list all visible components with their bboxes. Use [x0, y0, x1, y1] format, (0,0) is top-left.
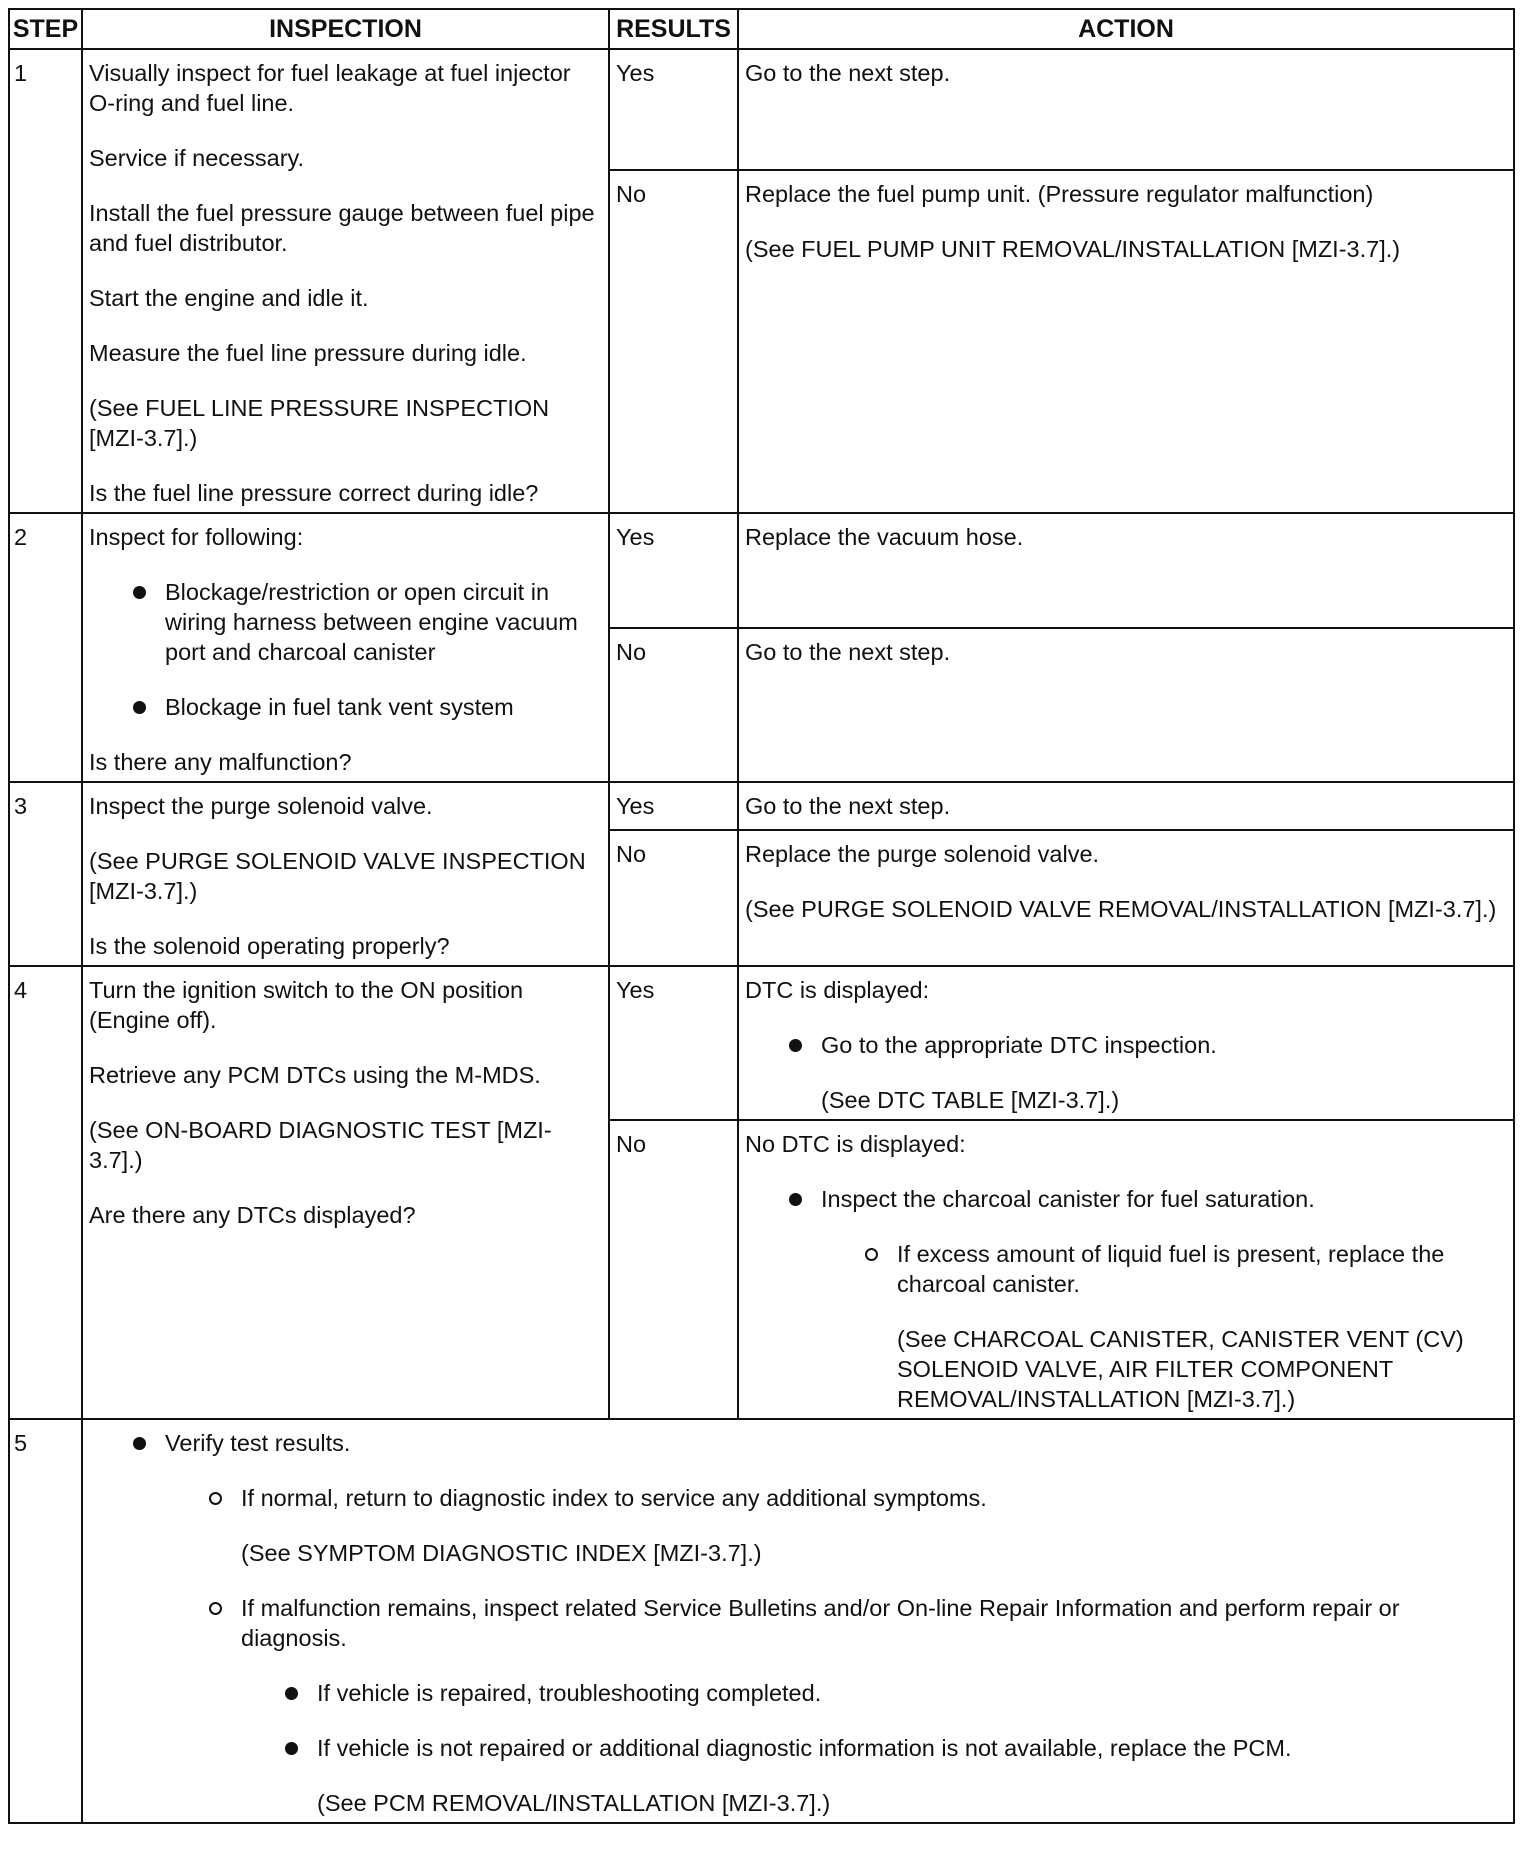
step-1-inspection: [82, 49, 609, 513]
step-4-no-sublist: [821, 1239, 1507, 1414]
step-3-number: 3: [9, 782, 82, 966]
step-1-question: Is the fuel line pressure correct during idle?: [89, 480, 539, 506]
step-2-result-yes: Yes: [609, 513, 738, 628]
step-2-bullet-1: Blockage/restriction or open circuit in wiring harness between engine vacuum port and charcoal canister: [165, 579, 578, 665]
step-3-row-yes: [9, 782, 1514, 830]
step-1-text-6: (See FUEL LINE PRESSURE INSPECTION [MZI-3.7].): [89, 395, 550, 451]
list-item: [821, 1239, 1507, 1414]
step-1-text-3: Install the fuel pressure gauge between fuel pipe and fuel distributor.: [89, 200, 595, 256]
list-item: [89, 1428, 1507, 1818]
step-4-yes-lead: DTC is displayed:: [745, 977, 930, 1003]
step-5-normal-ref: (See SYMPTOM DIAGNOSTIC INDEX [MZI-3.7].): [241, 1540, 762, 1566]
step-4-inspection: [82, 966, 609, 1419]
step-3-action-yes: Go to the next step.: [738, 782, 1514, 830]
step-5-not-repaired: If vehicle is not repaired or additional diagnostic information is not available, replace the PCM.: [317, 1735, 1292, 1761]
step-4-action-no: [738, 1120, 1514, 1419]
list-item: [165, 1483, 1507, 1568]
step-2-action-no: Go to the next step.: [738, 628, 1514, 782]
step-3-action-no-text: Replace the purge solenoid valve.: [745, 841, 1100, 867]
step-4-result-no: No: [609, 1120, 738, 1419]
step-2-action-yes: Replace the vacuum hose.: [738, 513, 1514, 628]
step-3-result-no: No: [609, 830, 738, 966]
step-5-repaired: If vehicle is repaired, troubleshooting completed.: [317, 1680, 822, 1706]
list-item: [241, 1678, 1507, 1708]
step-4-row-yes: [9, 966, 1514, 1120]
step-1-action-no: [738, 170, 1514, 513]
step-5-remains: If malfunction remains, inspect related Service Bulletins and/or On-line Repair Information and perform repair or diagnosis.: [241, 1595, 1400, 1651]
step-5-list: [89, 1428, 1507, 1818]
bullet-icon: [133, 701, 146, 714]
list-item: [89, 577, 602, 667]
step-4-yes-list: [745, 1030, 1507, 1115]
header-inspection: INSPECTION: [82, 9, 609, 49]
step-4-number: 4: [9, 966, 82, 1419]
step-4-question: Are there any DTCs displayed?: [89, 1202, 416, 1228]
step-2-question: Is there any malfunction?: [89, 749, 352, 775]
step-3-action-no: [738, 830, 1514, 966]
step-4-no-ref: (See CHARCOAL CANISTER, CANISTER VENT (CV) SOLENOID VALVE, AIR FILTER COMPONENT REMOVAL/INSTALLATION [MZI-3.7].): [897, 1326, 1464, 1412]
step-1-text-2: Service if necessary.: [89, 145, 305, 171]
step-5-sublist: [165, 1483, 1507, 1818]
step-2-result-no: No: [609, 628, 738, 782]
bullet-icon: [789, 1193, 802, 1206]
bullet-icon: [133, 1437, 146, 1450]
bullet-icon: [789, 1039, 802, 1052]
header-row: [9, 9, 1514, 49]
step-1-result-no: No: [609, 170, 738, 513]
header-step: STEP: [9, 9, 82, 49]
bullet-icon: [285, 1742, 298, 1755]
step-2-row-yes: [9, 513, 1514, 628]
header-results: RESULTS: [609, 9, 738, 49]
step-5-normal: If normal, return to diagnostic index to service any additional symptoms.: [241, 1485, 987, 1511]
list-item: [745, 1030, 1507, 1115]
step-4-text-3: (See ON-BOARD DIAGNOSTIC TEST [MZI-3.7].): [89, 1117, 552, 1173]
list-item: [241, 1733, 1507, 1818]
step-1-action-no-ref: (See FUEL PUMP UNIT REMOVAL/INSTALLATION [MZI-3.7].): [745, 236, 1401, 262]
step-3-question: Is the solenoid operating properly?: [89, 933, 450, 959]
step-1-action-yes: Go to the next step.: [738, 49, 1514, 170]
step-4-text-1: Turn the ignition switch to the ON position (Engine off).: [89, 977, 524, 1033]
step-1-text-1: Visually inspect for fuel leakage at fuel injector O-ring and fuel line.: [89, 60, 571, 116]
step-5-row: [9, 1419, 1514, 1823]
step-4-no-bullet: Inspect the charcoal canister for fuel saturation.: [821, 1186, 1315, 1212]
step-3-result-yes: Yes: [609, 782, 738, 830]
step-4-text-2: Retrieve any PCM DTCs using the M-MDS.: [89, 1062, 541, 1088]
diagnostic-table: [8, 8, 1515, 1824]
step-1-text-4: Start the engine and idle it.: [89, 285, 369, 311]
step-3-text-1: Inspect the purge solenoid valve.: [89, 793, 433, 819]
step-5-bullet: Verify test results.: [165, 1430, 351, 1456]
step-4-result-yes: Yes: [609, 966, 738, 1120]
step-5-pcm-ref: (See PCM REMOVAL/INSTALLATION [MZI-3.7].): [317, 1790, 831, 1816]
step-2-bullet-2: Blockage in fuel tank vent system: [165, 694, 514, 720]
step-1-action-no-text: Replace the fuel pump unit. (Pressure regulator malfunction): [745, 181, 1374, 207]
step-5-number: 5: [9, 1419, 82, 1823]
circle-bullet-icon: [209, 1602, 222, 1615]
bullet-icon: [133, 586, 146, 599]
step-2-bullet-list: [89, 577, 602, 722]
step-4-yes-bullet: Go to the appropriate DTC inspection.: [821, 1032, 1217, 1058]
step-2-intro: Inspect for following:: [89, 524, 304, 550]
circle-bullet-icon: [209, 1492, 222, 1505]
step-1-number: 1: [9, 49, 82, 513]
step-5-content: [82, 1419, 1514, 1823]
step-1-text-5: Measure the fuel line pressure during idle.: [89, 340, 527, 366]
header-action: ACTION: [738, 9, 1514, 49]
circle-bullet-icon: [865, 1248, 878, 1261]
step-4-action-yes: [738, 966, 1514, 1120]
step-3-action-no-ref: (See PURGE SOLENOID VALVE REMOVAL/INSTALLATION [MZI-3.7].): [745, 896, 1497, 922]
list-item: [165, 1593, 1507, 1818]
step-4-yes-ref: (See DTC TABLE [MZI-3.7].): [821, 1087, 1120, 1113]
list-item: [745, 1184, 1507, 1414]
step-1-result-yes: Yes: [609, 49, 738, 170]
step-2-inspection: [82, 513, 609, 782]
bullet-icon: [285, 1687, 298, 1700]
step-4-no-list: [745, 1184, 1507, 1414]
list-item: [89, 692, 602, 722]
step-5-subsublist: [241, 1678, 1507, 1818]
step-3-inspection: [82, 782, 609, 966]
step-4-no-sub: If excess amount of liquid fuel is present, replace the charcoal canister.: [897, 1241, 1445, 1297]
step-2-number: 2: [9, 513, 82, 782]
step-4-no-lead: No DTC is displayed:: [745, 1131, 966, 1157]
step-3-text-2: (See PURGE SOLENOID VALVE INSPECTION [MZI-3.7].): [89, 848, 586, 904]
step-1-row-yes: [9, 49, 1514, 170]
